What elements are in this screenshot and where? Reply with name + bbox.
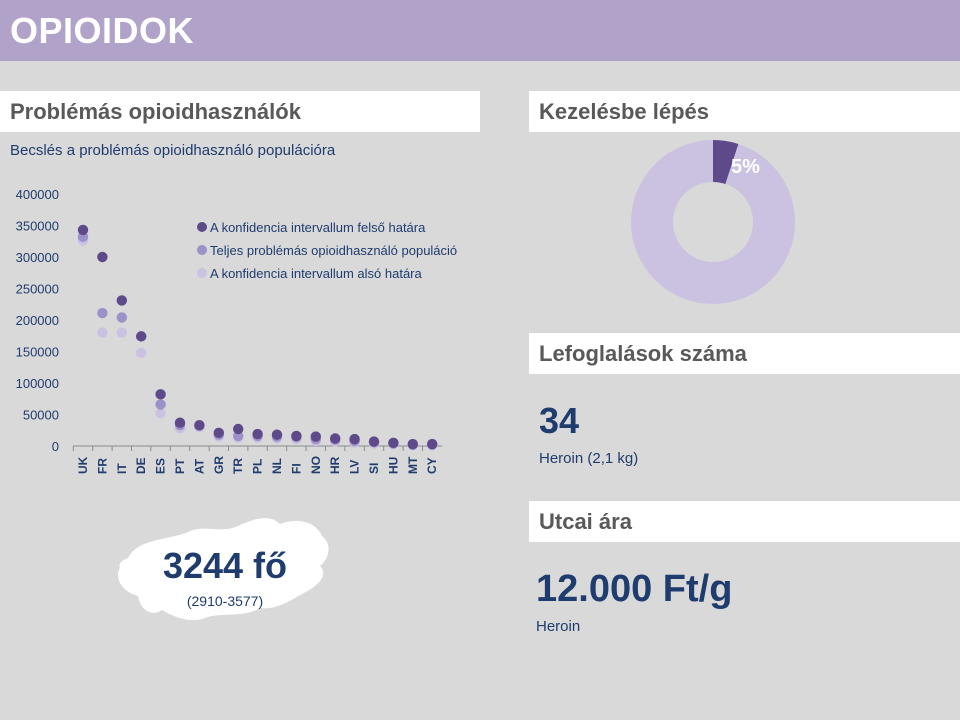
hungary-users-range: (2910-3577) xyxy=(186,593,264,609)
x-tick-label-es: ES xyxy=(153,457,168,474)
treatment-title: Kezelésbe lépés xyxy=(529,91,960,132)
point-s1-pt xyxy=(175,417,185,427)
x-tick-label-cy: CY xyxy=(425,457,440,474)
x-tick-label-hr: HR xyxy=(328,456,343,474)
x-tick-label-uk: UK xyxy=(76,456,90,474)
legend-marker-3 xyxy=(197,268,207,278)
point-s3-de xyxy=(136,348,146,358)
point-s1-uk xyxy=(78,225,88,235)
donut-label: 5% xyxy=(731,156,760,178)
treatment-donut-chart xyxy=(620,135,810,315)
y-tick-label: 0 xyxy=(51,439,59,454)
point-s1-si xyxy=(369,436,379,446)
chart-subtitle: Becslés a problémás opioidhasználó populációra xyxy=(10,142,336,159)
seizures-detail: Heroin (2,1 kg) xyxy=(539,450,639,467)
point-s1-fi xyxy=(291,431,301,441)
x-tick-label-pt: PT xyxy=(173,458,187,474)
x-tick-label-si: SI xyxy=(367,462,381,474)
page-title: OPIOIDOK xyxy=(10,10,195,51)
legend-label-3: A konfidencia intervallum alsó határa xyxy=(210,266,422,281)
y-tick-label: 400000 xyxy=(15,187,59,202)
y-tick-label: 350000 xyxy=(15,218,59,234)
x-tick-label-hu: HU xyxy=(386,456,401,474)
y-tick-label: 300000 xyxy=(15,250,59,265)
point-s1-lv xyxy=(349,434,359,444)
x-tick-label-tr: TR xyxy=(231,458,246,474)
x-tick-label-at: AT xyxy=(192,458,207,474)
point-s1-pl xyxy=(252,429,262,439)
street-price-value: 12.000 Ft/g xyxy=(536,568,733,610)
point-s2-fr xyxy=(97,308,107,318)
point-s1-hr xyxy=(330,433,340,443)
point-s3-it xyxy=(117,327,127,337)
y-tick-label: 200000 xyxy=(15,313,59,328)
seizures-value: 34 xyxy=(539,400,580,441)
legend-label-1: A konfidencia intervallum felső határa xyxy=(210,220,426,235)
point-s1-hu xyxy=(388,438,398,448)
x-axis xyxy=(73,446,442,474)
point-s1-tr xyxy=(233,424,243,434)
x-tick-label-fi: FI xyxy=(289,463,304,474)
point-s1-it xyxy=(117,295,127,305)
point-s2-it xyxy=(117,312,127,322)
x-tick-label-lv: LV xyxy=(347,459,362,474)
legend-label-2: Teljes problémás opioidhasználó populáció xyxy=(210,243,458,258)
data-points xyxy=(78,225,438,451)
x-tick-label-fr: FR xyxy=(95,458,110,474)
y-tick-label: 100000 xyxy=(15,376,59,391)
x-tick-label-it: IT xyxy=(114,463,129,474)
x-tick-label-nl: NL xyxy=(270,458,284,474)
point-s1-es xyxy=(155,389,165,399)
point-s1-mt xyxy=(408,439,418,449)
scatter-chart xyxy=(0,180,500,480)
y-tick-label: 150000 xyxy=(15,344,59,360)
header-bar xyxy=(0,0,960,61)
point-s1-fr xyxy=(97,252,107,262)
legend-marker-1 xyxy=(197,222,207,232)
legend-marker-2 xyxy=(197,245,207,255)
point-s1-cy xyxy=(427,439,437,449)
x-tick-label-mt: MT xyxy=(405,456,420,474)
point-s3-fr xyxy=(97,327,107,337)
point-s1-de xyxy=(136,331,146,341)
seizures-title: Lefoglalások száma xyxy=(529,333,960,374)
x-tick-label-no: NO xyxy=(308,456,323,474)
y-axis xyxy=(16,187,59,454)
chart-legend xyxy=(197,220,457,281)
street-price-title: Utcai ára xyxy=(529,501,960,542)
x-tick-label-gr: GR xyxy=(211,456,226,474)
point-s1-nl xyxy=(272,429,282,439)
point-s2-es xyxy=(155,399,165,409)
y-tick-label: 50000 xyxy=(22,407,59,423)
x-tick-label-pl: PL xyxy=(250,458,265,474)
donut-slice-treatment xyxy=(713,161,732,164)
point-s1-gr xyxy=(214,428,224,438)
street-price-detail: Heroin xyxy=(536,618,581,635)
point-s1-at xyxy=(194,420,204,430)
problem-users-title: Problémás opioidhasználók xyxy=(0,91,480,132)
y-tick-label: 250000 xyxy=(15,281,59,297)
point-s1-no xyxy=(311,431,321,441)
hungary-users-value: 3244 fő xyxy=(162,545,288,586)
x-tick-label-de: DE xyxy=(134,457,149,474)
